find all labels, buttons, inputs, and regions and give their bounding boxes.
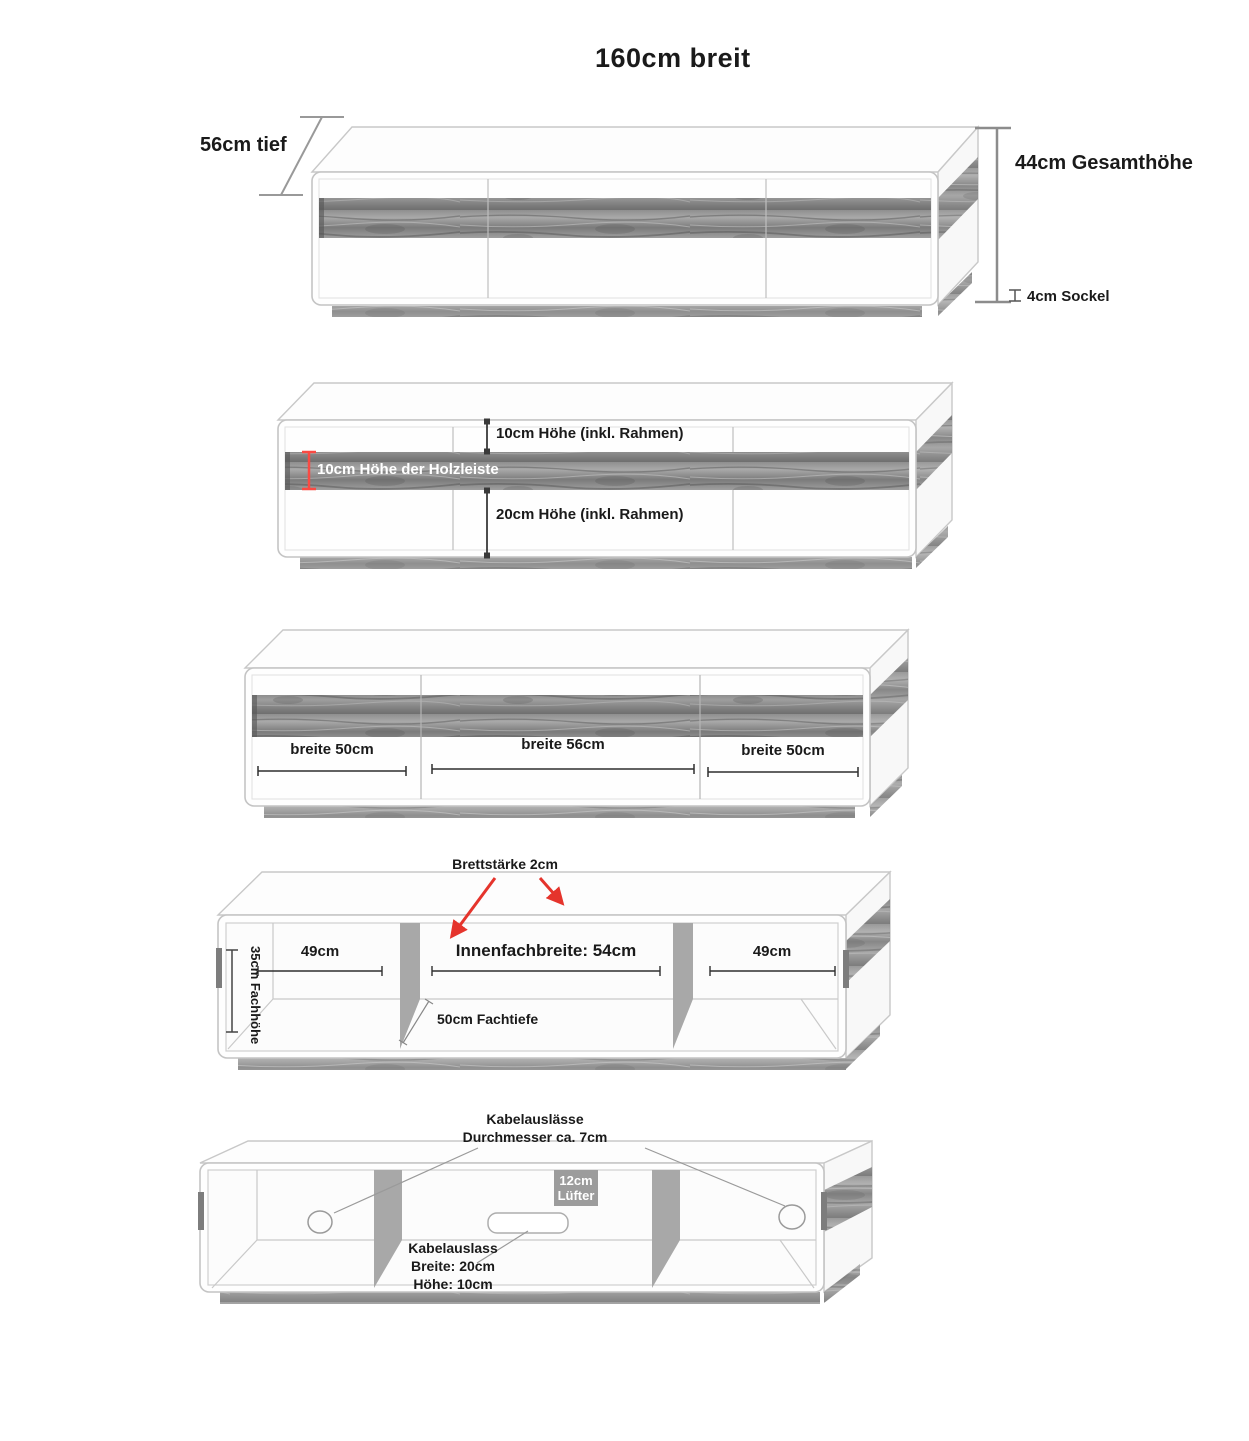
shelf-height-label: 35cm Fachhöhe <box>248 946 263 1045</box>
interior-center-width-label: Innenfachbreite: 54cm <box>455 941 637 960</box>
interior-left-width-label: 49cm <box>300 943 340 960</box>
page-title: 160cm breit <box>595 43 751 73</box>
cable-outlets-label-line2: Durchmesser ca. 7cm <box>462 1129 608 1145</box>
board-thickness-label: Brettstärke 2cm <box>452 856 558 872</box>
cable-slot-label-line1: Kabelauslass <box>408 1240 498 1256</box>
fan-label-line2: Lüfter <box>557 1188 595 1203</box>
view4-socket-front <box>238 1058 846 1070</box>
center-width-label: breite 56cm <box>521 736 605 753</box>
view3-cabinet <box>245 630 908 818</box>
view1-cabinet <box>259 117 1021 317</box>
right-width-label: breite 50cm <box>741 742 825 759</box>
cable-slot-label-line3: Höhe: 10cm <box>413 1276 493 1292</box>
cable-slot-label-line2: Breite: 20cm <box>410 1258 496 1274</box>
wood-strip-height-label: 10cm Höhe der Holzleiste <box>317 461 499 478</box>
view2-dim-marker <box>484 488 490 494</box>
top-drawer-height-label: 10cm Höhe (inkl. Rahmen) <box>496 425 684 442</box>
view3-front-wood-strip <box>252 695 863 737</box>
view1-front-face <box>312 172 938 305</box>
interior-right-width-label: 49cm <box>752 943 792 960</box>
view3-socket-front <box>264 806 855 818</box>
cable-outlets-label-line1: Kabelauslässe <box>486 1111 584 1127</box>
view1-socket-dim-symbol <box>1009 290 1021 301</box>
depth-label: 56cm tief <box>200 134 287 156</box>
fan-label-line1: 12cm <box>559 1173 593 1188</box>
view4-left-handle <box>216 948 222 988</box>
view5-right-handle <box>821 1192 827 1230</box>
view4-cabinet <box>216 872 890 1070</box>
view5-cabinet <box>198 1141 872 1304</box>
view3-wood-edge <box>252 695 257 737</box>
view5-cable-slot <box>488 1213 568 1233</box>
left-width-label: breite 50cm <box>290 741 374 758</box>
view2-top-face <box>278 383 952 420</box>
view1-height-dim-caps <box>975 128 1011 302</box>
bottom-drawer-height-label: 20cm Höhe (inkl. Rahmen) <box>496 506 684 523</box>
view1-wood-edge <box>319 198 324 238</box>
socket-label: 4cm Sockel <box>1027 288 1110 305</box>
view1-socket-front <box>332 306 922 317</box>
view1-top-face <box>312 127 978 172</box>
view2-dim-marker <box>484 419 490 425</box>
shelf-depth-label: 50cm Fachtiefe <box>437 1011 539 1027</box>
total-height-label: 44cm Gesamthöhe <box>1015 152 1193 174</box>
view5-socket-front <box>220 1292 820 1304</box>
view4-right-handle <box>843 950 849 988</box>
view2-socket-front <box>300 557 912 569</box>
view2-dim-marker <box>484 449 490 455</box>
view5-left-handle <box>198 1192 204 1230</box>
view1-front-wood-strip <box>319 198 931 238</box>
view2-dim-marker <box>484 553 490 559</box>
view2-wood-edge <box>285 452 290 490</box>
view3-top-face <box>245 630 908 668</box>
